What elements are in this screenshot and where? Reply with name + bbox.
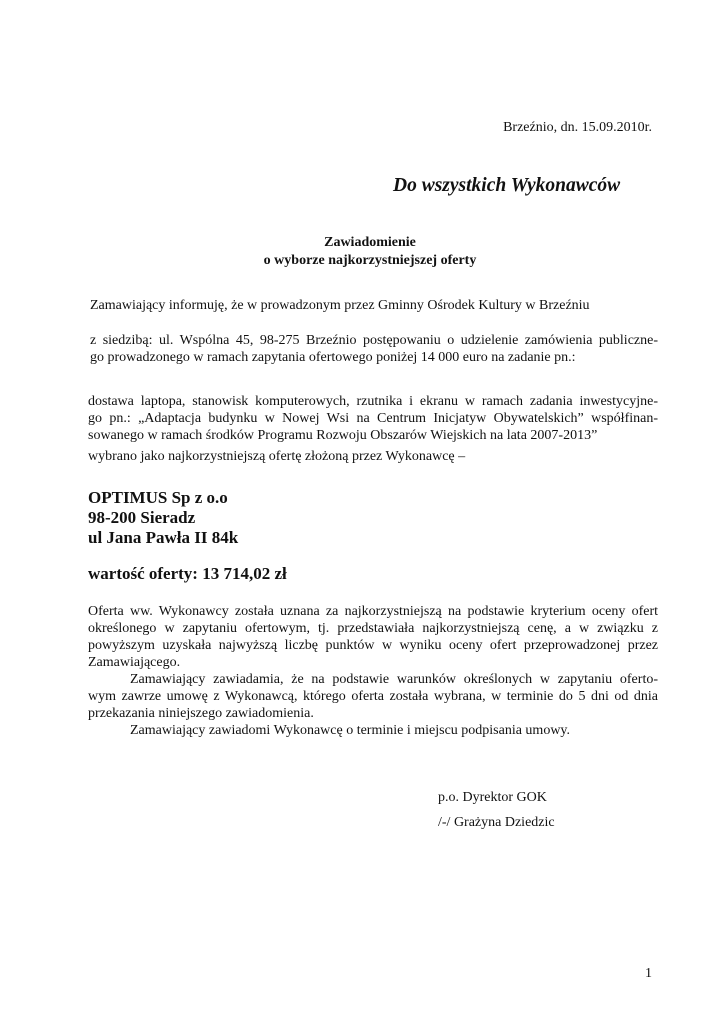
winner-street: ul Jana Pawła II 84k [88, 528, 239, 547]
contract-line: przekazania niniejszego zawiadomienia. [88, 706, 314, 721]
signatory-role: p.o. Dyrektor GOK [438, 790, 547, 805]
subject-line: go pn.: „Adaptacja budynku w Nowej Wsi na Centrum Inicjatyw Obywatelskich” współfinan- [88, 411, 658, 426]
justification-line: powyższym uzyskała najwyższą liczbę punktów w wyniku oceny ofert przeprowadzonej przez [88, 638, 658, 653]
justification-paragraph [88, 603, 658, 671]
subject-paragraph [88, 393, 658, 444]
contract-paragraph [88, 671, 658, 722]
justification-line: określonego w zapytaniu ofertowym, tj. przedstawiała najkorzystniejszą cenę, a w związku z [88, 621, 658, 636]
place-date: Brzeźnio, dn. 15.09.2010r. [503, 120, 652, 135]
subject-line: dostawa laptopa, stanowisk komputerowych, rzutnika i ekranu w ramach zadania inwestycyjne- [88, 394, 658, 409]
winner-block [88, 488, 238, 548]
justification-line: Oferta ww. Wykonawcy została uznana za najkorzystniejszą na podstawie kryterium oceny ofert [88, 604, 658, 619]
offer-value: wartość oferty: 13 714,02 zł [88, 564, 287, 583]
notice-title-line-1: Zawiadomienie [324, 235, 416, 250]
seat-paragraph [90, 332, 658, 366]
signing-notice: Zamawiający zawiadomi Wykonawcę o terminie i miejscu podpisania umowy. [130, 723, 571, 738]
justification-line: Zamawiającego. [88, 655, 181, 670]
signatory-name: /-/ Grażyna Dziedzic [438, 815, 555, 830]
contract-line: wym zawrze umowę z Wykonawcą, którego oferta została wybrana, w terminie do 5 dni od dnia [88, 689, 658, 704]
notice-title-line-2: o wyborze najkorzystniejszej oferty [263, 253, 477, 268]
subject-line: sowanego w ramach środków Programu Rozwoju Obszarów Wiejskich na lata 2007-2013” [88, 428, 598, 443]
intro-paragraph: Zamawiający informuję, że w prowadzonym przez Gminny Ośrodek Kultury w Brzeźniu [90, 298, 590, 313]
seat-line: go prowadzonego w ramach zapytania ofertowego poniżej 14 000 euro na zadanie pn.: [90, 350, 576, 365]
page-number: 1 [645, 966, 652, 981]
notice-title [0, 234, 724, 270]
chosen-statement: wybrano jako najkorzystniejszą ofertę złożoną przez Wykonawcę – [88, 449, 466, 464]
addressee-heading: Do wszystkich Wykonawców [393, 175, 621, 196]
winner-city: 98-200 Sieradz [88, 508, 196, 527]
seat-line: z siedzibą: ul. Wspólna 45, 98-275 Brzeźnio postępowaniu o udzielenie zamówienia publiczne- [90, 333, 658, 348]
winner-name: OPTIMUS Sp z o.o [88, 488, 228, 507]
contract-line: Zamawiający zawiadamia, że na podstawie warunków określonych w zapytaniu oferto- [130, 672, 658, 687]
